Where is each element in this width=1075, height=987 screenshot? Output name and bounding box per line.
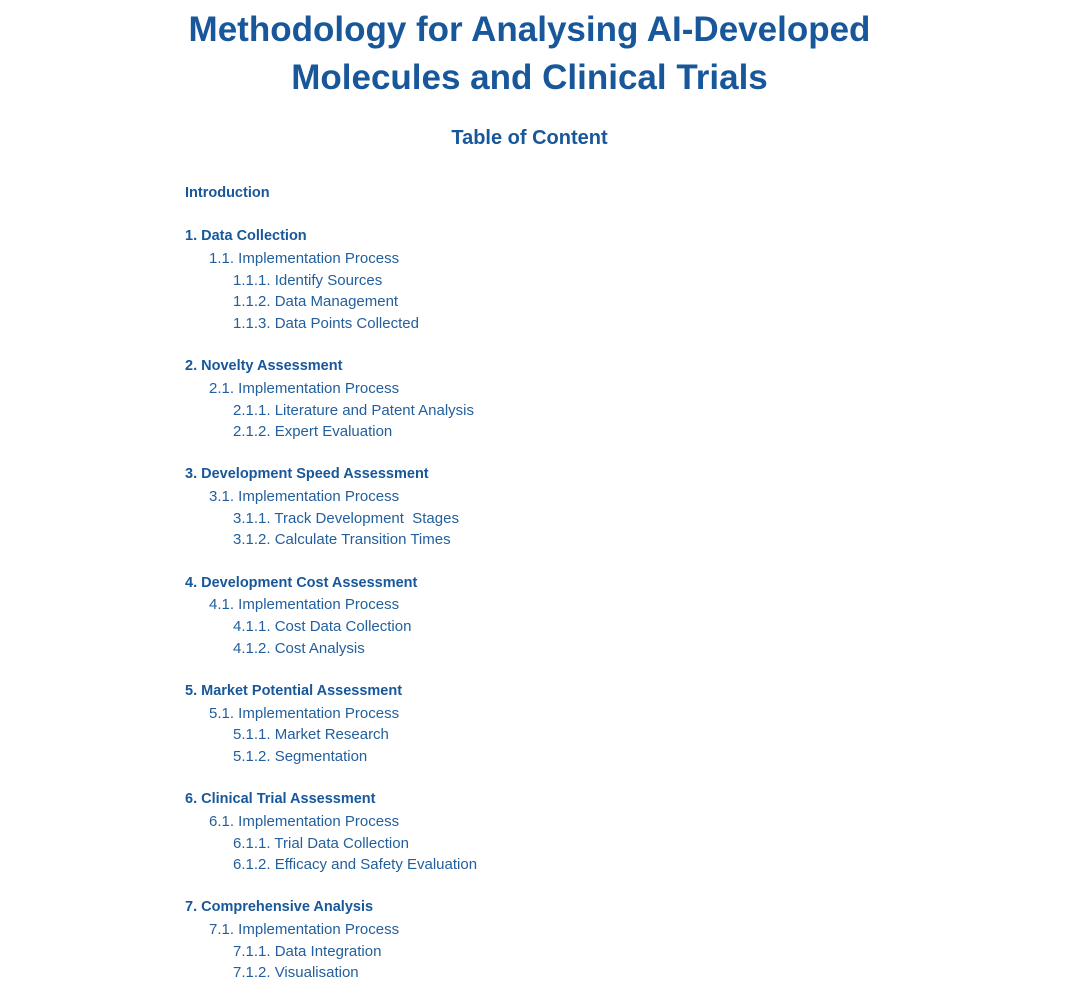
toc-link-subsection[interactable]: 4.1. Implementation Process — [209, 596, 400, 614]
toc-link-subsection[interactable]: 2.1. Implementation Process — [209, 379, 400, 397]
toc-heading: Table of Content — [451, 127, 608, 149]
toc-link-item[interactable]: 1.1.1. Identify Sources — [233, 271, 383, 289]
toc-link-item[interactable]: 7.1.1. Data Integration — [233, 942, 382, 960]
toc-link-subsection[interactable]: 7.1. Implementation Process — [209, 921, 400, 939]
toc-spacer — [185, 876, 885, 898]
toc-link-item[interactable]: 5.1.2. Segmentation — [233, 747, 368, 765]
toc-link-item[interactable]: 2.1.1. Literature and Patent Analysis — [233, 401, 474, 419]
toc-link-item[interactable]: 4.1.1. Cost Data Collection — [233, 618, 412, 635]
toc-link-section[interactable]: 2. Novelty Assessment — [185, 358, 343, 375]
toc-link-item[interactable]: 4.1.2. Cost Analysis — [233, 639, 365, 657]
toc-link-subsection[interactable]: 1.1. Implementation Process — [209, 249, 400, 267]
document-title-line-1: Methodology for Analysing AI-Developed — [188, 10, 871, 49]
toc-spacer — [185, 551, 885, 573]
toc-spacer — [185, 205, 885, 227]
document-title — [0, 6, 1059, 102]
toc-link-item[interactable]: 1.1.3. Data Points Collected — [233, 314, 419, 332]
toc-link-section[interactable]: 6. Clinical Trial Assessment — [185, 791, 376, 808]
toc-spacer — [185, 659, 885, 681]
toc-link-section[interactable]: 1. Data Collection — [185, 228, 307, 245]
toc-link-section[interactable]: 7. Comprehensive Analysis — [185, 899, 374, 916]
toc-spacer — [185, 335, 885, 357]
toc-link-item[interactable]: 7.1.2. Visualisation — [233, 964, 359, 982]
toc-link-introduction[interactable]: Introduction — [185, 185, 270, 201]
table-of-contents — [185, 183, 885, 984]
toc-link-section[interactable]: 4. Development Cost Assessment — [185, 574, 418, 591]
toc-link-item[interactable]: 5.1.1. Market Research — [233, 726, 389, 744]
toc-link-item[interactable]: 2.1.2. Expert Evaluation — [233, 423, 393, 441]
toc-link-item[interactable]: 3.1.2. Calculate Transition Times — [233, 531, 451, 549]
toc-link-section[interactable]: 3. Development Speed Assessment — [185, 466, 429, 483]
document-title-line-2: Molecules and Clinical Trials — [291, 58, 768, 97]
toc-link-subsection[interactable]: 3.1. Implementation Process — [209, 488, 400, 506]
toc-link-item[interactable]: 6.1.2. Efficacy and Safety Evaluation — [233, 856, 478, 874]
toc-link-subsection[interactable]: 5.1. Implementation Process — [209, 704, 400, 722]
toc-link-subsection[interactable]: 6.1. Implementation Process — [209, 812, 400, 830]
toc-link-item[interactable]: 3.1.1. Track Development Stages — [233, 509, 459, 527]
toc-spacer — [185, 443, 885, 465]
toc-link-item[interactable]: 6.1.1. Trial Data Collection — [233, 834, 409, 852]
toc-spacer — [185, 768, 885, 790]
toc-link-item[interactable]: 1.1.2. Data Management — [233, 293, 399, 311]
toc-link-section[interactable]: 5. Market Potential Assessment — [185, 682, 403, 699]
